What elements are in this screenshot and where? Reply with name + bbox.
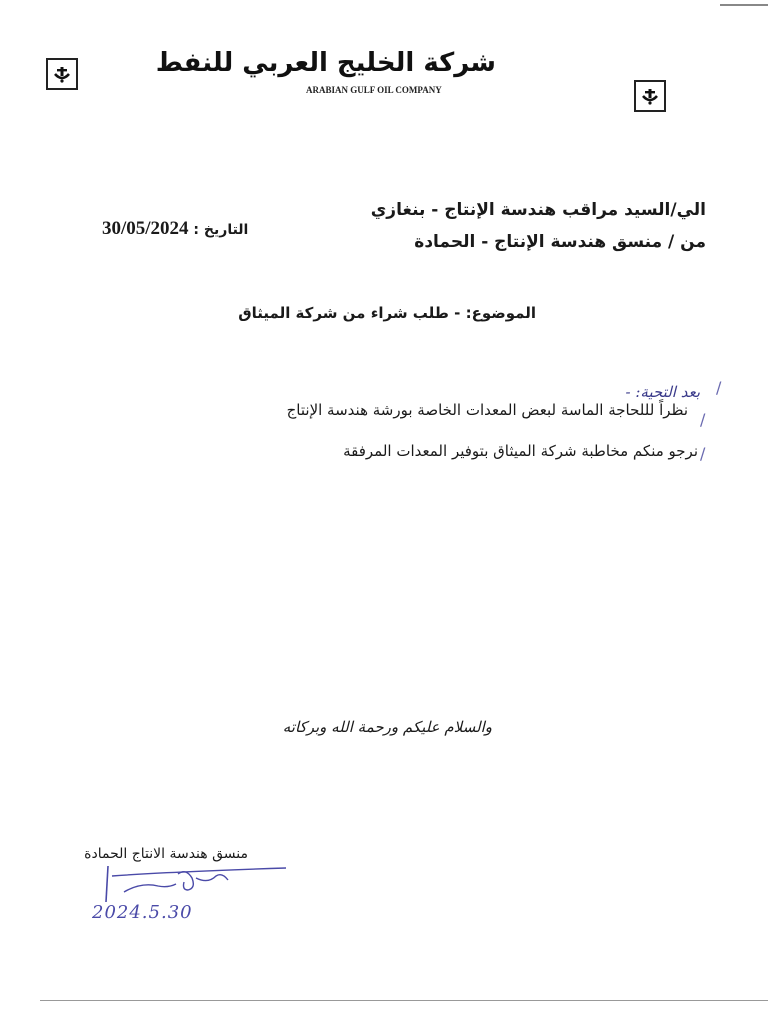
check-mark-icon: / bbox=[716, 378, 722, 397]
check-mark-icon: / bbox=[700, 444, 706, 463]
scan-edge-line bbox=[720, 4, 768, 6]
date-label: التاريخ : bbox=[188, 222, 249, 238]
handwritten-date: 2024.5.30 bbox=[92, 902, 193, 923]
closing-line: والسلام عليكم ورحمة الله وبركاته bbox=[282, 718, 492, 736]
body-line-2: نرجو منكم مخاطبة شركة الميثاق بتوفير المعدات المرفقة bbox=[343, 442, 698, 460]
date-block bbox=[102, 218, 272, 240]
greeting-line: بعد التحية: - bbox=[625, 383, 700, 401]
date-value: 30/05/2024 bbox=[102, 218, 189, 239]
company-name-english: ARABIAN GULF OIL COMPANY bbox=[306, 85, 442, 95]
sender-line: من / منسق هندسة الإنتاج - الحمادة bbox=[414, 232, 706, 252]
scan-edge-line bbox=[40, 1000, 768, 1001]
body-line-1: نظراً لللحاجة الماسة لبعض المعدات الخاصة بورشة هندسة الإنتاج bbox=[286, 401, 688, 419]
signatory-title: منسق هندسة الانتاج الحمادة bbox=[84, 846, 248, 862]
check-mark-icon: / bbox=[700, 410, 706, 429]
recipient-line: الي/السيد مراقب هندسة الإنتاج - بنغازي bbox=[370, 200, 706, 220]
subject-line: الموضوع: - طلب شراء من شركة الميثاق bbox=[238, 304, 536, 322]
company-name-arabic: شركة الخليج العربي للنفط bbox=[155, 48, 496, 78]
company-emblem-right-icon bbox=[634, 80, 666, 112]
company-emblem-left-icon bbox=[46, 58, 78, 90]
